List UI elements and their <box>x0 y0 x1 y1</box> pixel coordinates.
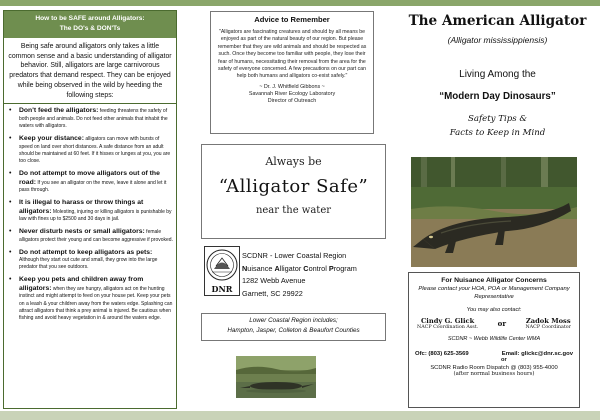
safety-item-text: when they are hungry, alligators act on the hunting instinct and might attempt to feed on your house pet. Keep your pets on a leash & your children away from the waters edge. Splashing can attract alligators that think a prey animal is injured. Be cautious when fishing and avoid heavy vegetation in & around the waters edge. <box>19 285 173 322</box>
safety-list-item <box>9 228 173 244</box>
address-line3: 1282 Webb Avenue <box>242 276 306 286</box>
alligator-safe-box <box>201 144 386 239</box>
address-line4: Garnett, SC 29922 <box>242 289 303 299</box>
safety-heading-line2: The DO's & DON'Ts <box>59 25 121 32</box>
safety-item-text: Molesting, injuring or killing alligators is punishable by law with fines up to $2500 and 30 days in jail. <box>19 208 172 223</box>
safe-line2: “Alligator Safe” <box>218 176 369 197</box>
contact-or2: or <box>501 357 507 363</box>
region-line2: Hampton, Jasper, Colleton & Beaufort Counties <box>227 327 360 334</box>
safety-item-title: Keep your distance: <box>19 135 84 142</box>
safety-list <box>4 104 176 322</box>
safety-item-title: Keep you pets and children away from alligators: <box>19 276 144 292</box>
safety-item-text: Although they start out cute and small, they grow into the large predator that you see outdoors. <box>19 257 158 271</box>
safety-list-item <box>9 276 173 322</box>
safety-item-title: Do not attempt to move alligators out of the road: <box>19 170 160 186</box>
bullet-icon: • <box>9 199 12 207</box>
contact-wma: SCDNR ~ Webb Wildlife Center WMA <box>447 336 541 342</box>
safety-panel <box>3 10 177 409</box>
signature-name: ~ Dr. J. Whitfield Gibbons ~ <box>259 83 325 90</box>
safety-list-item <box>9 170 173 194</box>
top-accent-bar <box>0 0 600 6</box>
program-word: rogram <box>333 263 357 273</box>
bullet-icon: • <box>9 170 12 178</box>
tips-subtitle <box>395 113 600 140</box>
program-word: lligator <box>279 263 304 273</box>
program-word: uisance <box>247 263 275 273</box>
contact-person2 <box>525 317 571 330</box>
contact-heading: For Nuisance Alligator Concerns <box>441 277 547 284</box>
after-hours: (after normal business hours) <box>453 371 535 377</box>
safety-item-title: It is illegal to harass or throw things at alligators: <box>19 199 144 215</box>
safety-item-text: feeding threatens the safety of both people and animals. Do not feed other animals that inhabit the waters with alligators. <box>19 108 168 130</box>
alligator-photo <box>411 157 577 267</box>
safety-heading <box>4 11 176 38</box>
safety-heading-line1: How to be SAFE around Alligators: <box>35 15 145 22</box>
tips-line2: Facts to Keep in Mind <box>449 127 546 138</box>
safety-item-text: female alligators protect their young and can become aggressive if provoked. <box>19 229 173 243</box>
signature-title: Director of Outreach <box>267 98 317 105</box>
bullet-icon: • <box>9 276 12 284</box>
region-line1: Lower Coastal Region includes; <box>249 317 338 324</box>
safe-line1: Always be <box>265 155 322 168</box>
dispatch-line: SCDNR Radio Room Dispatch @ (803) 955-4000 <box>430 365 558 371</box>
modern-dinosaurs: “Modern Day Dinosaurs” <box>439 91 556 102</box>
advice-signature <box>216 84 368 106</box>
advice-heading: Advice to Remember <box>254 15 330 24</box>
signature-org: Savannah River Ecology Laboratory <box>248 91 336 98</box>
contact-or: or <box>497 319 507 328</box>
advice-quote: "Alligators are fascinating creatures and should by all means be enjoyed as part of the natural beauty of our region. But please remember that they are wild animals and should be respected as such. Once they become too familiar with people, they lose their fear of humans, necessitating their removal from the area for the safety of everyone concerned. A few precautions on our part can help both humans and alligators co-exist safely." <box>217 29 367 80</box>
cap-letter: C <box>303 263 309 273</box>
bullet-icon: • <box>9 135 12 142</box>
advice-box <box>210 11 374 134</box>
safe-line3: near the water <box>255 205 332 216</box>
alligator-photo-small <box>236 356 316 398</box>
safety-item-title: Do not attempt to keep alligators as pets: <box>19 248 153 256</box>
safety-list-item <box>9 107 173 130</box>
bullet-icon: • <box>9 228 12 236</box>
person2-name: Zadok Moss <box>525 317 571 325</box>
person2-role: NACP Coordinator <box>525 325 571 330</box>
scientific-name: (Alligator mississippiensis) <box>447 35 548 45</box>
contact-box <box>408 272 580 408</box>
contact-names <box>409 317 579 330</box>
safety-item-text: alligators can move with bursts of speed on land over short distances. A safe distance from an adult should be maintained at 60 feet. If it hisses or lunges at you, you are too close. <box>19 136 171 165</box>
scdnr-address <box>242 250 392 301</box>
person1-name: Cindy G. Glick <box>420 317 475 325</box>
safety-list-item <box>9 249 173 272</box>
safety-intro: Being safe around alligators only takes a little common sense and a basic understanding of alligator behavior. Still, alligators are large carnivorous predators that demand respect. They can be enjoyed while being observed in the wild by heeding the following steps: <box>4 38 176 104</box>
cap-letter: A <box>274 263 280 273</box>
contact-description: Please contact your HOA, POA or Management Company Representative <box>418 286 570 300</box>
logo-text: DNR <box>211 284 233 294</box>
safety-item-title: Never disturb nests or small alligators: <box>19 228 145 236</box>
safety-list-item <box>9 135 173 165</box>
safety-item-title: Don't feed the alligators: <box>19 107 99 115</box>
region-box <box>201 313 386 341</box>
address-line2 <box>242 263 392 276</box>
scdnr-logo <box>204 246 240 296</box>
tips-line1: Safety Tips & <box>467 114 528 124</box>
program-word: ontrol <box>308 263 329 273</box>
person1-role: NACP Coordination Asst. <box>417 325 479 330</box>
living-among: Living Among the <box>459 69 536 80</box>
bullet-icon: • <box>9 107 12 115</box>
bullet-icon: • <box>9 248 12 256</box>
contact-also: You may also contact: <box>466 307 522 313</box>
cap-letter: N <box>242 263 248 273</box>
safety-item-text: If you see an alligator on the move, leave it alone and let it pass through. <box>19 179 167 194</box>
address-line1: SCDNR - Lower Coastal Region <box>242 251 347 260</box>
safety-list-item <box>9 199 173 223</box>
bottom-accent-bar <box>0 411 600 420</box>
brochure-title: The American Alligator <box>408 13 587 29</box>
email-address[interactable]: Email: glickc@dnr.sc.gov <box>501 351 573 357</box>
contact-person1 <box>417 317 478 330</box>
office-phone: Ofc: (803) 625-3569 <box>415 351 469 357</box>
cap-letter: P <box>328 263 334 273</box>
